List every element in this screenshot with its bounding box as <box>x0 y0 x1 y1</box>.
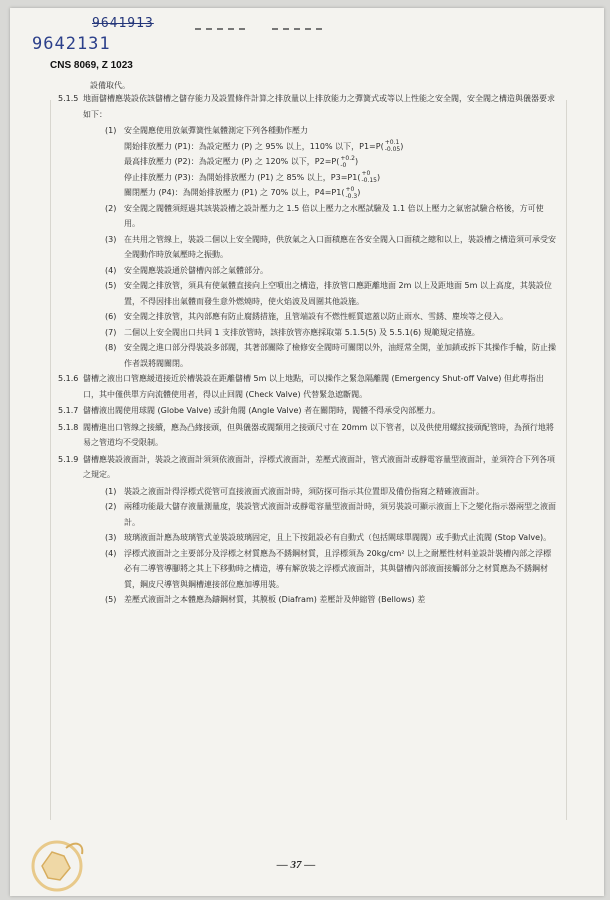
item-text: 安全閥之閥體須經過其該裝設槽之設計壓力之 1.5 倍以上壓力之水壓試驗及 1.1 倍以上壓力之氣密試驗合格後，方可使用。 <box>124 203 544 228</box>
clause-item <box>58 546 558 593</box>
tolerance-upper: +0.1 <box>384 139 400 146</box>
pressure-formula <box>58 139 558 155</box>
old-archive-number-stamp: 9641913 <box>92 16 154 31</box>
tolerance-lower: -0 <box>340 161 347 169</box>
tolerance-lower: -0.15 <box>361 177 377 184</box>
archive-number-stamp: 9642131 <box>32 34 111 54</box>
item-text: 在共用之管線上，裝設二個以上安全閥時，供放氣之入口面積應在各安全閥入口面積之總和以上，裝設槽之構造須可承受安全閥動作時放氣壓時之振動。 <box>124 234 556 259</box>
item-number: (6) <box>105 312 117 321</box>
clause <box>58 420 558 451</box>
scratched-mark <box>195 28 245 33</box>
clause <box>58 371 558 402</box>
item-number: (2) <box>105 502 117 511</box>
item-text: 兩種功能最大儲存液量測量度，裝設管式液面計或靜電容量型液面計時，須另裝設可顯示液面上下之變化指示器兩型之液面計。 <box>124 502 556 527</box>
item-text: 差壓式液面計之本體應為鑄鋼材質，其膜板 (Diafram) 差壓計及伸縮管 (Bellows) 差 <box>124 595 426 604</box>
tolerance-upper: +0.2 <box>340 154 355 162</box>
formula-close: ) <box>400 141 404 151</box>
item-number: (4) <box>105 265 117 275</box>
clause-item <box>58 592 558 608</box>
formula-text: 關閉壓力 (P4)：為開始排放壓力 (P1) 之 70% 以上，P4=P1( <box>124 188 345 197</box>
clause-item <box>58 309 558 325</box>
clause-item <box>58 123 558 139</box>
formula-text: 停止排放壓力 (P3)：為開始排放壓力 (P1) 之 85% 以上，P3=P1( <box>124 172 361 182</box>
tolerance <box>345 186 357 200</box>
tolerance-upper: +0 <box>345 185 355 193</box>
pressure-formula <box>58 170 558 186</box>
formula-text: 開始排放壓力 (P1)：為設定壓力 (P) 之 95% 以上，110% 以下，P1=P( <box>124 141 384 151</box>
tolerance <box>384 139 404 153</box>
item-text: 安全閥之排放管，須具有使氣體直接向上空噴出之構造，排放管口應距離地面 2m 以上及距地面 5m 以上高度，其裝設位置，不得因排出氣體而發生意外燃燒時，使火焰波及周圍其他設施。 <box>124 281 552 306</box>
item-number: (7) <box>105 327 117 337</box>
clause-number: 5.1.5 <box>58 94 79 103</box>
tolerance-upper: +0 <box>361 170 371 177</box>
clause-text: 儲槽液出閥使用球閥 (Globe Valve) 或針角閥 (Angle Valve) 者在關閉時，閥體不得承受內部壓力。 <box>83 406 441 415</box>
item-number: (1) <box>105 486 117 496</box>
clause-item <box>58 278 558 309</box>
tolerance-lower: -0.3 <box>345 192 358 200</box>
clause-item <box>58 232 558 263</box>
item-text: 浮標式液面計之主要部分及浮標之材質應為不銹鋼材質，且浮標須為 20kg/cm² 以上之耐壓性材料並設計裝槽內部之浮標必有二導管導腳將之其上下移動時之構造，導有解放裝之浮標式液面計，其與儲槽內部液面接觸部分之材質應為不銹鋼材質，鋼皮尺導管與鋼槽連接部位應加導用裝。 <box>124 548 552 589</box>
item-number: (5) <box>105 281 117 290</box>
formula-text: 最高排放壓力 (P2)：為設定壓力 (P) 之 120% 以下，P2=P( <box>124 157 340 166</box>
item-number: (5) <box>105 595 117 604</box>
item-number: (3) <box>105 533 117 542</box>
clause-text: 儲槽應裝設液面計，裝設之液面計須須依液面計，浮標式液面計，差壓式液面計，管式液面計或靜電容量型液面計，並須符合下列各項之規定。 <box>83 454 555 479</box>
lead-in-text: 設備取代。 <box>90 81 130 90</box>
item-number: (4) <box>105 548 117 558</box>
clause <box>58 403 558 419</box>
pressure-formula <box>58 154 558 170</box>
document-body <box>58 91 558 608</box>
formula-close: ) <box>357 188 361 197</box>
clause-item <box>58 325 558 341</box>
margin-rule <box>50 100 51 820</box>
clause-item <box>58 201 558 232</box>
clause-text: 儲槽之液出口管應緩道接近於槽裝設在距離儲槽 5m 以上地點，可以操作之緊急隔離閥 (Emergency Shut-off Valve) 但此專指出口，其中僅供單方向流體使用者，得以止回閥 (Check Valve) 代替緊急遮斷閥。 <box>83 374 544 399</box>
formula-close: ) <box>377 172 381 182</box>
item-text: 二個以上安全閥出口共同 1 支排放管時，該排放管亦應採取第 5.1.5(5) 及 5.5.1(6) 規範規定措施。 <box>124 327 480 337</box>
clause-item <box>58 499 558 530</box>
watermark-logo-icon <box>24 826 94 896</box>
item-text: 玻璃液面計應為玻璃管式並裝設玻璃固定，且上下按鈕設必有自動式（包括閘球單閥閥）或手動式止流閥 (Stop Valve)。 <box>124 533 552 542</box>
clause <box>58 91 558 122</box>
page-number: — 37 — <box>276 859 316 871</box>
item-text: 安全閥應使用放氣彈簧性氣體測定下列各種動作壓力 <box>124 126 308 135</box>
clause-text: 地面儲槽應裝設依該儲槽之儲存能力及設置條件計算之排放量以上排放能力之彈簧式或等以上性能之安全閥，安全閥之構造與儀器要求如下： <box>83 94 555 119</box>
item-number: (1) <box>105 126 117 135</box>
clause <box>58 452 558 483</box>
tolerance-lower: -0.05 <box>384 146 401 153</box>
clause-number: 5.1.7 <box>58 406 79 415</box>
document-page <box>10 8 604 896</box>
pressure-formula <box>58 185 558 201</box>
clause-number: 5.1.6 <box>58 374 79 383</box>
margin-rule <box>566 100 567 820</box>
clause-number: 5.1.8 <box>58 422 79 432</box>
item-text: 裝設之液面計得浮標式從管可直接液面式液面計時，須防探可指示其位置即及備份指寫之精確液面計。 <box>124 486 484 496</box>
clause-text: 閥槽進出口管線之接續，應為凸緣接頭，但與儀器或閥類用之接頭尺寸在 20mm 以下管者，以及供使用螺紋接頭配管時，為預行地將易之管道均不受限制。 <box>83 422 554 447</box>
clause-item <box>58 530 558 546</box>
scratched-mark <box>272 28 322 33</box>
item-text: 安全閥之排放管，其內部應有防止腐銹措施，且管端設有不燃性輕質遮蓋以防止雨水、雪銹、塵埃等之侵入。 <box>124 312 508 321</box>
item-number: (3) <box>105 234 117 244</box>
formula-close: ) <box>354 157 359 166</box>
item-text: 安全閥應裝設通於儲槽內部之氣體部分。 <box>124 265 268 275</box>
document-code: CNS 8069, Z 1023 <box>50 60 133 71</box>
item-text: 安全閥之進口部分得裝設多部閥，其著部關除了檢修安全閥時可關閉以外，油經常全開，並加鎖或拆下其操作手輪，防止操作者誤將閥關閉。 <box>124 343 556 368</box>
tolerance <box>361 170 377 184</box>
clause-item <box>58 340 558 371</box>
clause-number: 5.1.9 <box>58 454 79 464</box>
clause-item <box>58 484 558 500</box>
item-number: (8) <box>105 343 117 352</box>
tolerance <box>340 155 355 169</box>
item-number: (2) <box>105 203 117 213</box>
clause-item <box>58 263 558 279</box>
